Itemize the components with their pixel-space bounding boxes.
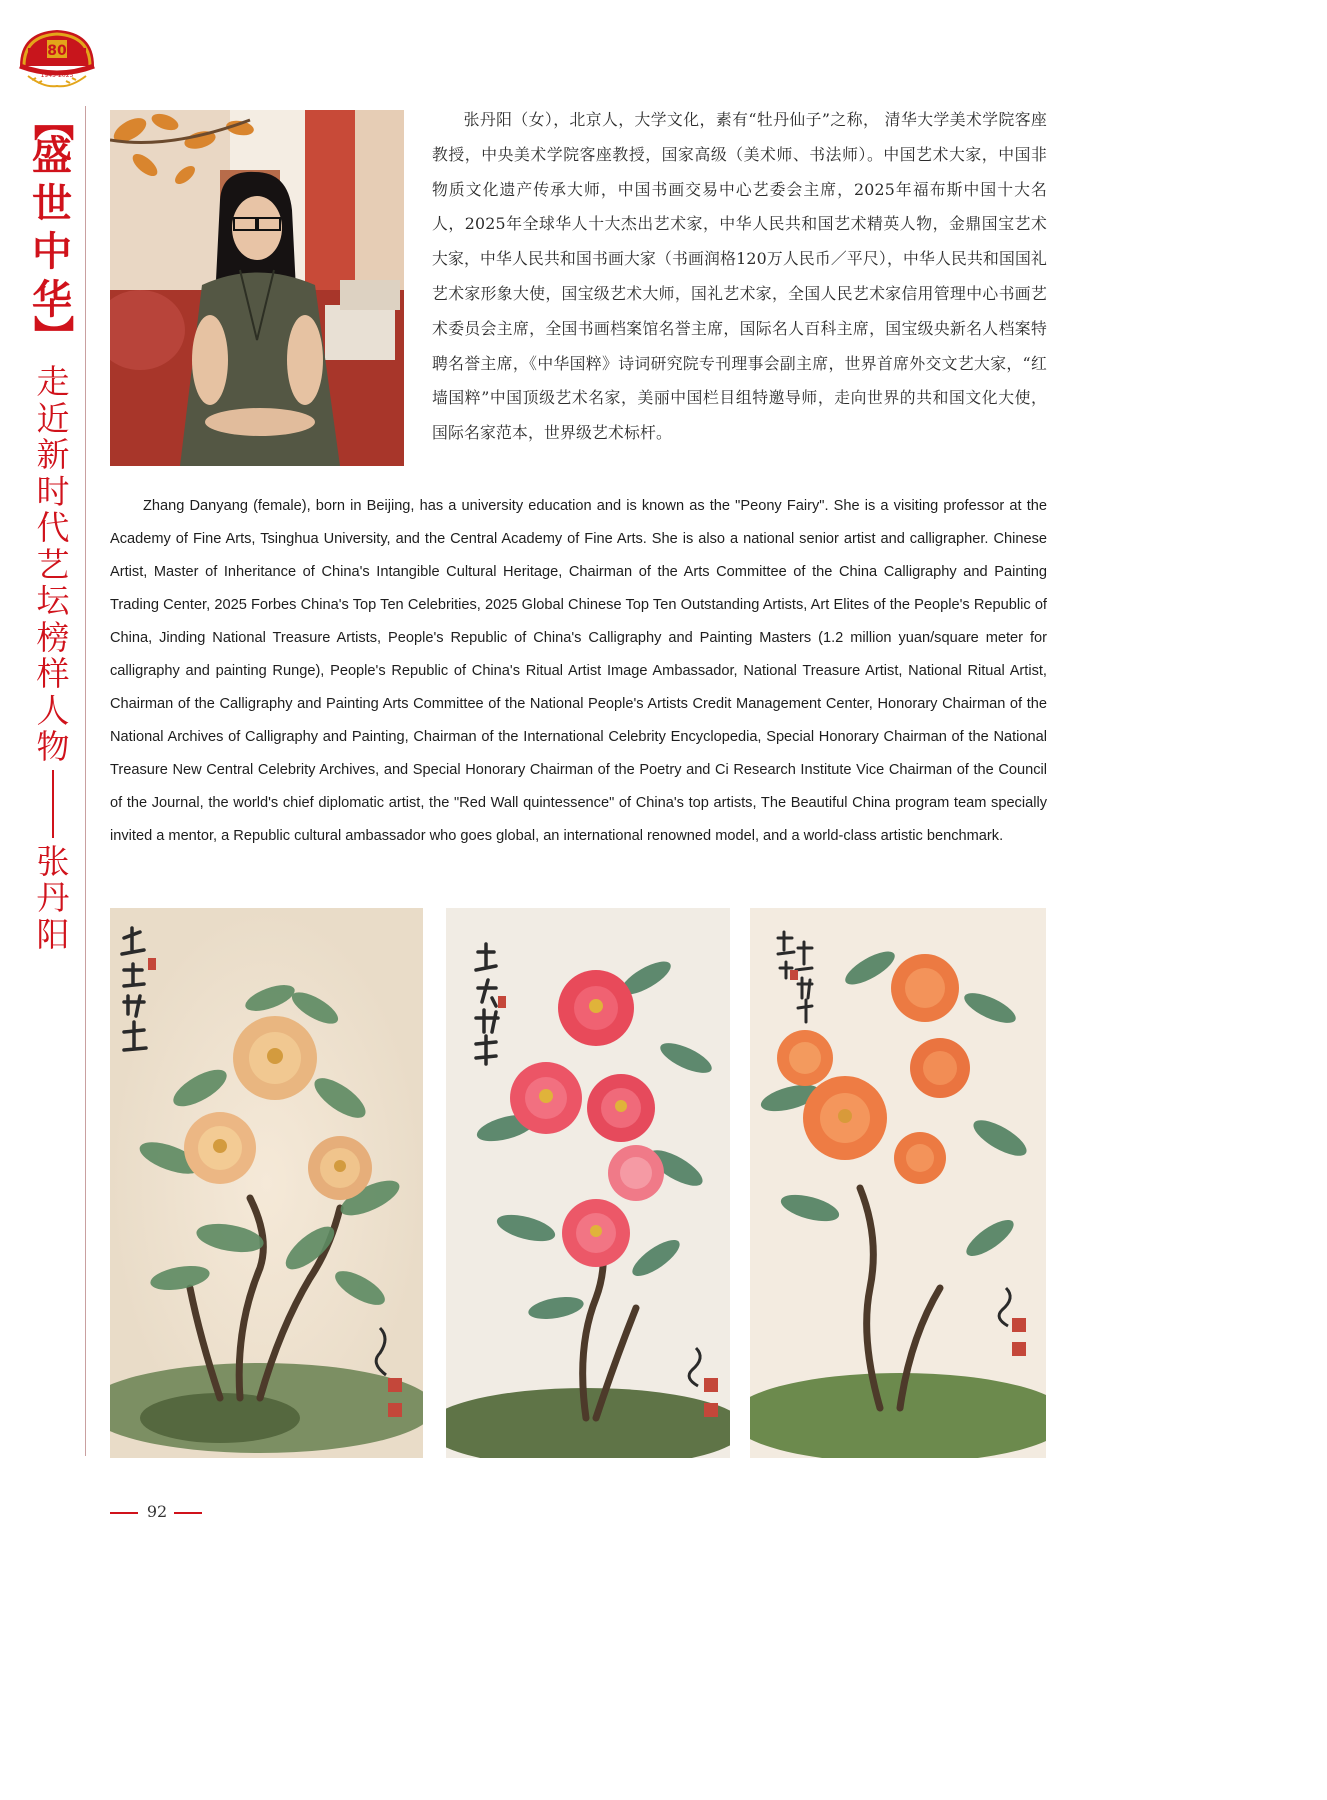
column-title-char: 走 xyxy=(36,362,70,401)
section-bracket-open: 【 xyxy=(29,101,75,141)
svg-text:80: 80 xyxy=(47,43,67,59)
column-title-char: 样 xyxy=(36,654,70,693)
section-title-char: 世 xyxy=(32,181,72,227)
artist-name-char: 阳 xyxy=(36,914,70,954)
anniversary-logo xyxy=(14,22,100,92)
page-number-rule-left xyxy=(110,1512,138,1514)
biography-english-text: Zhang Danyang (female), born in Beijing, has a university education and is known as the "Peony Fairy". She is a visiting professor at the Academy of Fine Arts, Tsinghua University, and the Central Academy of Fine Arts. She is also a national senior artist and calligrapher. Chinese Artist, Master of Inheritance of China's Intangible Cultural Heritage, Chairman of the Arts Committee of the China Calligraphy and Painting Trading Center, 2025 Forbes China's Top Ten Celebrities, 2025 Global Chinese Top Ten Outstanding Artists, Art Elites of the People's Republic of China, Jinding National Treasure Artists, People's Republic of China's Calligraphy and Painting Masters (1.2 million yuan/square meter for calligraphy and painting Runge), People's Republic of China's Ritual Artist Image Ambassador, National Treasure Artist, National Ritual Artist, Chairman of the Calligraphy and Painting Arts Committee of the National People's Artists Credit Management Center, Honorary Chairman of the National Archives of Calligraphy and Painting, Chairman of the International Celebrity Encyclopedia, Special Honorary Chairman of the National Treasure New Central Celebrity Archives, and Special Honorary Chairman of the Poetry and Ci Research Institute Vice Chairman of the Council of the Journal, the world's chief diplomatic artist, the "Red Wall quintessence" of China's top artists, The Beautiful China program team specially invited a mentor, a Republic cultural ambassador who goes global, an international renowned model, and a world-class artistic benchmark. xyxy=(110,498,1047,844)
column-title-char: 人 xyxy=(36,690,70,730)
sidebar-divider xyxy=(85,106,86,1456)
artist-name-char: 丹 xyxy=(36,878,70,917)
page-footer xyxy=(110,1500,230,1526)
section-title xyxy=(26,101,78,355)
section-title-char: 中 xyxy=(32,229,72,275)
peony-painting-yellow xyxy=(110,908,423,1458)
column-title-char: 艺 xyxy=(36,544,70,584)
section-title-char: 盛 xyxy=(32,133,72,179)
title-dash xyxy=(52,770,54,838)
biography-chinese-text: 张丹阳（女），北京人，大学文化，素有“牡丹仙子”之称， 清华大学美术学院客座教授，中央美术学院客座教授，国家高级（美术师、书法师）。中国艺术大家，中国非物质文化遗产传承大师，中国书画交易中心艺委会主席，2025年福布斯中国十大名人，2025年全球华人十大杰出艺术家，中华人民共和国艺术精英人物，金鼎国宝艺术大家，中华人民共和国书画大家（书画润格120万人民币／平尺），中华人民共和国国礼艺术家形象大使，国宝级艺术大师，国礼艺术家，全国人民艺术家信用管理中心书画艺术委员会主席，全国书画档案馆名誉主席，国际名人百科主席，国宝级央新名人档案特聘名誉主席，《中华国粹》诗词研究院专刊理事会副主席，世界首席外交文艺大家，“红墙国粹”中国顶级艺术名家，美丽中国栏目组特邀导师，走向世界的共和国文化大使，国际名家范本，世界级艺术标杆。 xyxy=(432,110,1047,443)
column-title-char: 时 xyxy=(36,471,70,511)
column-title-char: 代 xyxy=(36,508,70,547)
section-title-char: 华 xyxy=(32,277,72,323)
column-title xyxy=(28,364,78,953)
column-title-char: 坛 xyxy=(36,581,70,620)
biography-chinese xyxy=(432,103,1047,451)
page-number-rule-right xyxy=(174,1512,202,1514)
column-title-char: 新 xyxy=(36,435,70,474)
svg-text:1945-2025: 1945-2025 xyxy=(40,72,74,79)
column-title-char: 榜 xyxy=(36,617,70,657)
section-bracket-close: 】 xyxy=(29,315,75,355)
peony-painting-orange xyxy=(750,908,1046,1458)
biography-english xyxy=(110,490,1047,853)
artist-portrait xyxy=(110,110,404,466)
peony-painting-red xyxy=(446,908,730,1458)
column-title-char: 物 xyxy=(36,727,70,766)
page-number: 92 xyxy=(146,1502,168,1521)
column-title-char: 近 xyxy=(36,398,70,438)
artist-name-char: 张 xyxy=(36,841,70,881)
